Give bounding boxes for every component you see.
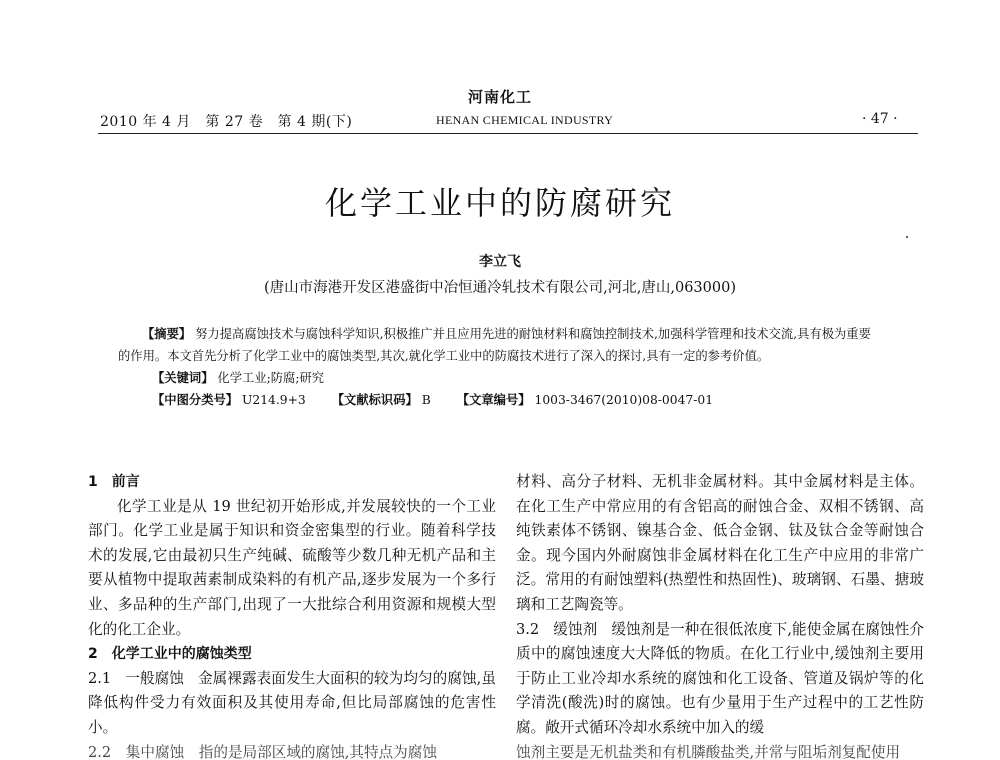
clc-value: U214.9+3: [242, 393, 306, 407]
journal-name-cn: 河南化工: [467, 88, 532, 106]
section-3-2-number: 3.2: [516, 620, 540, 638]
scan-speck: [906, 236, 908, 238]
abstract-label: 【摘要】: [142, 327, 192, 341]
author-affiliation: (唐山市海港开发区港盛街中冶恒通冷轧技术有限公司,河北,唐山,063000): [264, 280, 736, 296]
classification-line: [118, 389, 880, 411]
section-1-paragraph: 化学工业是从 19 世纪初开始形成,并发展较快的一个工业部门。化学工业是属于知识和资金密集型的行业。随着科学技术的发展,它由最初只生产纯碱、硫酸等少数几种无机产品和主要从植物中提取茜素制成染料的有机产品,逐步发展为一个多行业、多品种的生产部门,出现了一大批综合利用资源和规模大型化的化工企业。: [88, 497, 496, 638]
abstract-block: [118, 323, 880, 411]
doc-code-value: B: [421, 393, 431, 407]
doc-code-label: 【文献标识码】: [331, 393, 418, 407]
section-2-1-paragraph: [88, 667, 496, 741]
article-no-value: 1003-3467(2010)08-0047-01: [534, 393, 714, 407]
section-3-2-text: 缓蚀剂是一种在很低浓度下,能使金属在腐蚀性介质中的腐蚀速度大大降低的物质。在化工行业中,缓蚀剂主要用于防止工业冷却水系统的腐蚀和化工设备、管道及锅炉等的化学清洗(酸洗)时的腐蚀。也有少量用于生产过程中的工艺性防腐。敞开式循环冷却水系统中加入的缓: [516, 620, 924, 736]
section-3-2-paragraph: [516, 618, 924, 741]
section-3-2-title: 缓蚀剂: [553, 620, 598, 638]
journal-name-en: HENAN CHEMICAL INDUSTRY: [436, 113, 614, 127]
page-number: · 47 ·: [862, 111, 898, 127]
section-1-heading: 1 前言: [88, 474, 140, 490]
abstract-paragraph: [118, 323, 880, 367]
issue-info: 2010 年 4 月 第 27 卷 第 4 期(下): [100, 114, 353, 130]
keywords-line: [118, 367, 880, 389]
article-no-label: 【文章编号】: [456, 393, 531, 407]
keywords-label: 【关键词】: [152, 371, 214, 385]
abstract-text: 努力提高腐蚀技术与腐蚀科学知识,积极推广并且应用先进的耐蚀材料和腐蚀控制技术,加强科学管理和技术交流,具有极为重要的作用。本文首先分析了化学工业中的腐蚀类型,其次,就化学工业中的防腐技术进行了深入的探讨,具有一定的参考价值。: [118, 327, 871, 363]
header-rule: [98, 133, 918, 134]
section-2-heading: 2 化学工业中的腐蚀类型: [88, 646, 252, 663]
right-cut-line: 蚀剂主要是无机盐类和有机膦酸盐类,并常与阻垢剂复配使用: [516, 743, 901, 760]
article-title: 化学工业中的防腐研究: [324, 184, 675, 222]
right-column: [516, 470, 924, 760]
left-column: [88, 470, 496, 760]
clc-label: 【中图分类号】: [152, 393, 239, 407]
section-2-1-number: 2.1: [88, 669, 112, 687]
section-2-1-text: 金属裸露表面发生大面积的较为均匀的腐蚀,虽降低构件受力有效面积及其使用寿命,但比局部腐蚀的危害性小。: [88, 669, 496, 736]
materials-paragraph: 材料、高分子材料、无机非金属材料。其中金属材料是主体。在化工生产中常应用的有含铝高的耐蚀合金、双相不锈钢、高纯铁素体不锈钢、镍基合金、低合金钢、钛及钛合金等耐蚀合金。现今国内外耐腐蚀非金属材料在化工生产中应用的非常广泛。常用的有耐蚀塑料(热塑性和热固性)、玻璃钢、石墨、搪玻璃和工艺陶瓷等。: [516, 473, 924, 613]
left-cut-line: 2.2 集中腐蚀 指的是局部区域的腐蚀,其特点为腐蚀: [88, 743, 437, 760]
keywords-text: 化学工业;防腐;研究: [217, 371, 325, 385]
section-2-1-title: 一般腐蚀: [125, 669, 184, 687]
article-author: 李立飞: [479, 254, 521, 270]
